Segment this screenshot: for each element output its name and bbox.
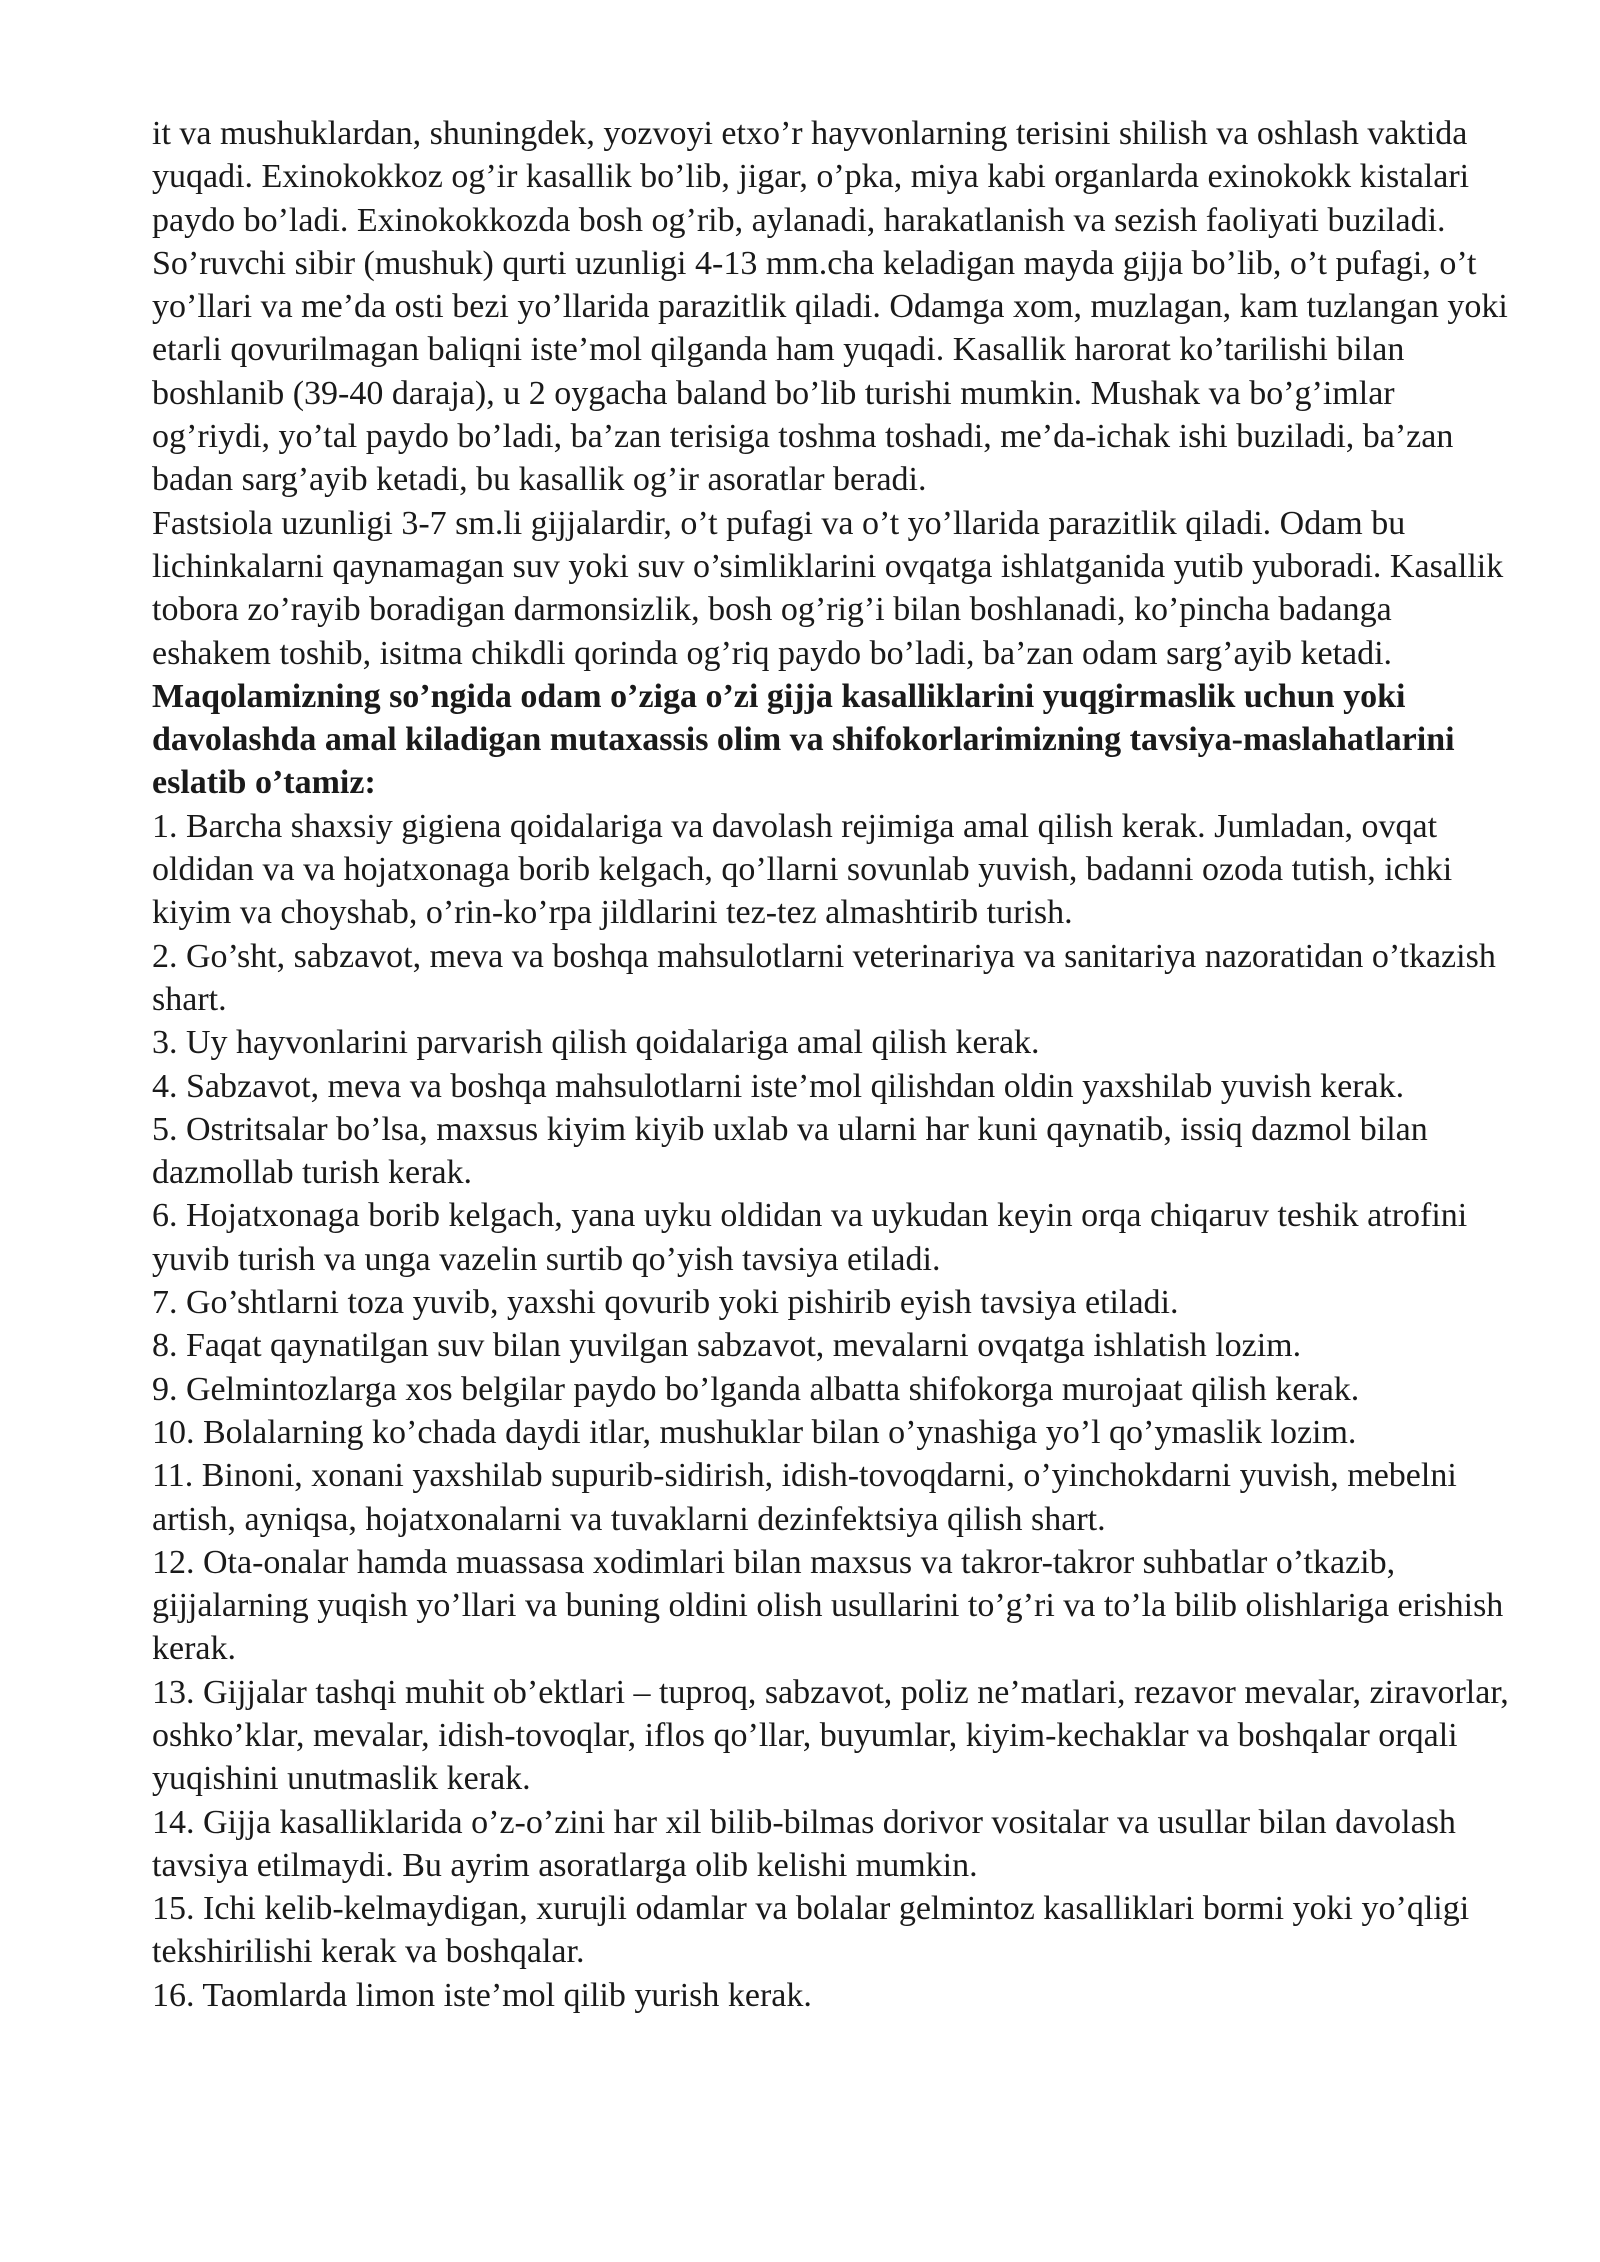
document-page (152, 112, 1512, 2017)
list-item: 11. Binoni, xonani yaxshilab supurib-sidirish, idish-tovoqdarni, o’yinchokdarni yuvish, mebelni artish, ayniqsa, hojatxonalarni va tuvaklarni dezinfektsiya qilish shart. (152, 1457, 1457, 1538)
list-item: 8. Faqat qaynatilgan suv bilan yuvilgan sabzavot, mevalarni ovqatga ishlatish lozim. (152, 1327, 1302, 1365)
list-item: 3. Uy hayvonlarini parvarish qilish qoidalariga amal qilish kerak. (152, 1024, 1040, 1062)
list-item: 6. Hojatxonaga borib kelgach, yana uyku oldidan va uykudan keyin orqa chiqaruv teshik atrofini yuvib turish va unga vazelin surtib qo’yish tavsiya etiladi. (152, 1197, 1468, 1278)
list-item: 9. Gelmintozlarga xos belgilar paydo bo’lganda albatta shifokorga murojaat qilish kerak. (152, 1370, 1360, 1408)
list-item: 5. Ostritsalar bo’lsa, maxsus kiyim kiyib uxlab va ularni har kuni qaynatib, issiq dazmol bilan dazmollab turish kerak. (152, 1110, 1428, 1192)
list-item: 4. Sabzavot, meva va boshqa mahsulotlarni iste’mol qilishdan oldin yaxshilab yuvish kerak. (152, 1067, 1405, 1105)
paragraph-siberian-fluke: So’ruvchi sibir (mushuk) qurti uzunligi 4-13 mm.cha keladigan mayda gijja bo’lib, o’t pufagi, o’t yo’llari va me’da osti bezi yo’llarida parazitlik qiladi. Odamga xom, muzlagan, kam tuzlangan yoki etarli qovurilmagan baliqni iste’mol qilganda ham yuqadi. Kasallik harorat ko’tarilishi bilan boshlanib (39-40 daraja), u 2 oygacha baland bo’lib turishi mumkin. Mushak va bo’g’imlar og’riydi, yo’tal paydo bo’ladi, ba’zan terisiga toshma toshadi, me’da-ichak ishi buziladi, ba’zan badan sarg’ayib ketadi, bu kasallik og’ir asoratlar beradi. (152, 244, 1508, 499)
list-item: 13. Gijjalar tashqi muhit ob’ektlari – tuproq, sabzavot, poliz ne’matlari, rezavor mevalar, ziravorlar, oshko’klar, mevalar, idish-tovoqlar, iflos qo’llar, buyumlar, kiyim-kechaklar va boshqalar orqali yuqishini unutmaslik kerak. (152, 1673, 1509, 1798)
list-item: 7. Go’shtlarni toza yuvib, yaxshi qovurib yoki pishirib eyish tavsiya etiladi. (152, 1284, 1179, 1322)
paragraph-echinococcosis: it va mushuklardan, shuningdek, yozvoyi etxo’r hayvonlarning terisini shilish va oshlash vaktida yuqadi. Exinokokkoz og’ir kasallik bo’lib, jigar, o’pka, miya kabi organlarda exinokokk kistalari paydo bo’ladi. Exinokokkozda bosh og’rib, aylanadi, harakatlanish va sezish faoliyati buziladi. (152, 115, 1470, 239)
list-item: 2. Go’sht, sabzavot, meva va boshqa mahsulotlarni veterinariya va sanitariya nazoratidan o’tkazish shart. (152, 937, 1496, 1018)
list-item: 12. Ota-onalar hamda muassasa xodimlari bilan maxsus va takror-takror suhbatlar o’tkazib, gijjalarning yuqish yo’llari va buning oldini olish usullarini to’g’ri va to’la bilib olishlariga erishish kerak. (152, 1543, 1504, 1668)
list-item: 16. Taomlarda limon iste’mol qilib yurish kerak. (152, 1976, 812, 2014)
list-item: 10. Bolalarning ko’chada daydi itlar, mushuklar bilan o’ynashiga yo’l qo’ymaslik lozim. (152, 1413, 1357, 1451)
recommendations-heading: Maqolamizning so’ngida odam o’ziga o’zi gijja kasalliklarini yuqgirmaslik uchun yoki davolashda amal kiladigan mutaxassis olim va shifokorlarimizning tavsiya-maslahatlarini eslatib o’tamiz: (152, 677, 1455, 802)
paragraph-fasciola: Fastsiola uzunligi 3-7 sm.li gijjalardir, o’t pufagi va o’t yo’llarida parazitlik qiladi. Odam bu lichinkalarni qaynamagan suv yoki suv o’simliklarini ovqatga ishlatganida yutib yuboradi. Kasallik tobora zo’rayib boradigan darmonsizlik, bosh og’rig’i bilan boshlanadi, ko’pincha badanga eshakem toshib, isitma chikdli qorinda og’riq paydo bo’ladi, ba’zan odam sarg’ayib ketadi. (152, 504, 1504, 672)
list-item: 14. Gijja kasalliklarida o’z-o’zini har xil bilib-bilmas dorivor vositalar va usullar bilan davolash tavsiya etilmaydi. Bu ayrim asoratlarga olib kelishi mumkin. (152, 1803, 1456, 1884)
list-item: 15. Ichi kelib-kelmaydigan, xurujli odamlar va bolalar gelmintoz kasalliklari bormi yoki yo’qligi tekshirilishi kerak va boshqalar. (152, 1890, 1470, 1971)
recommendations-list (152, 805, 1512, 2017)
list-item: 1. Barcha shaxsiy gigiena qoidalariga va davolash rejimiga amal qilish kerak. Jumladan, ovqat oldidan va va hojatxonaga borib kelgach, qo’llarni sovunlab yuvish, badanni ozoda tutish, ichki kiyim va choyshab, o’rin-ko’rpa jildlarini tez-tez almashtirib turish. (152, 807, 1453, 932)
